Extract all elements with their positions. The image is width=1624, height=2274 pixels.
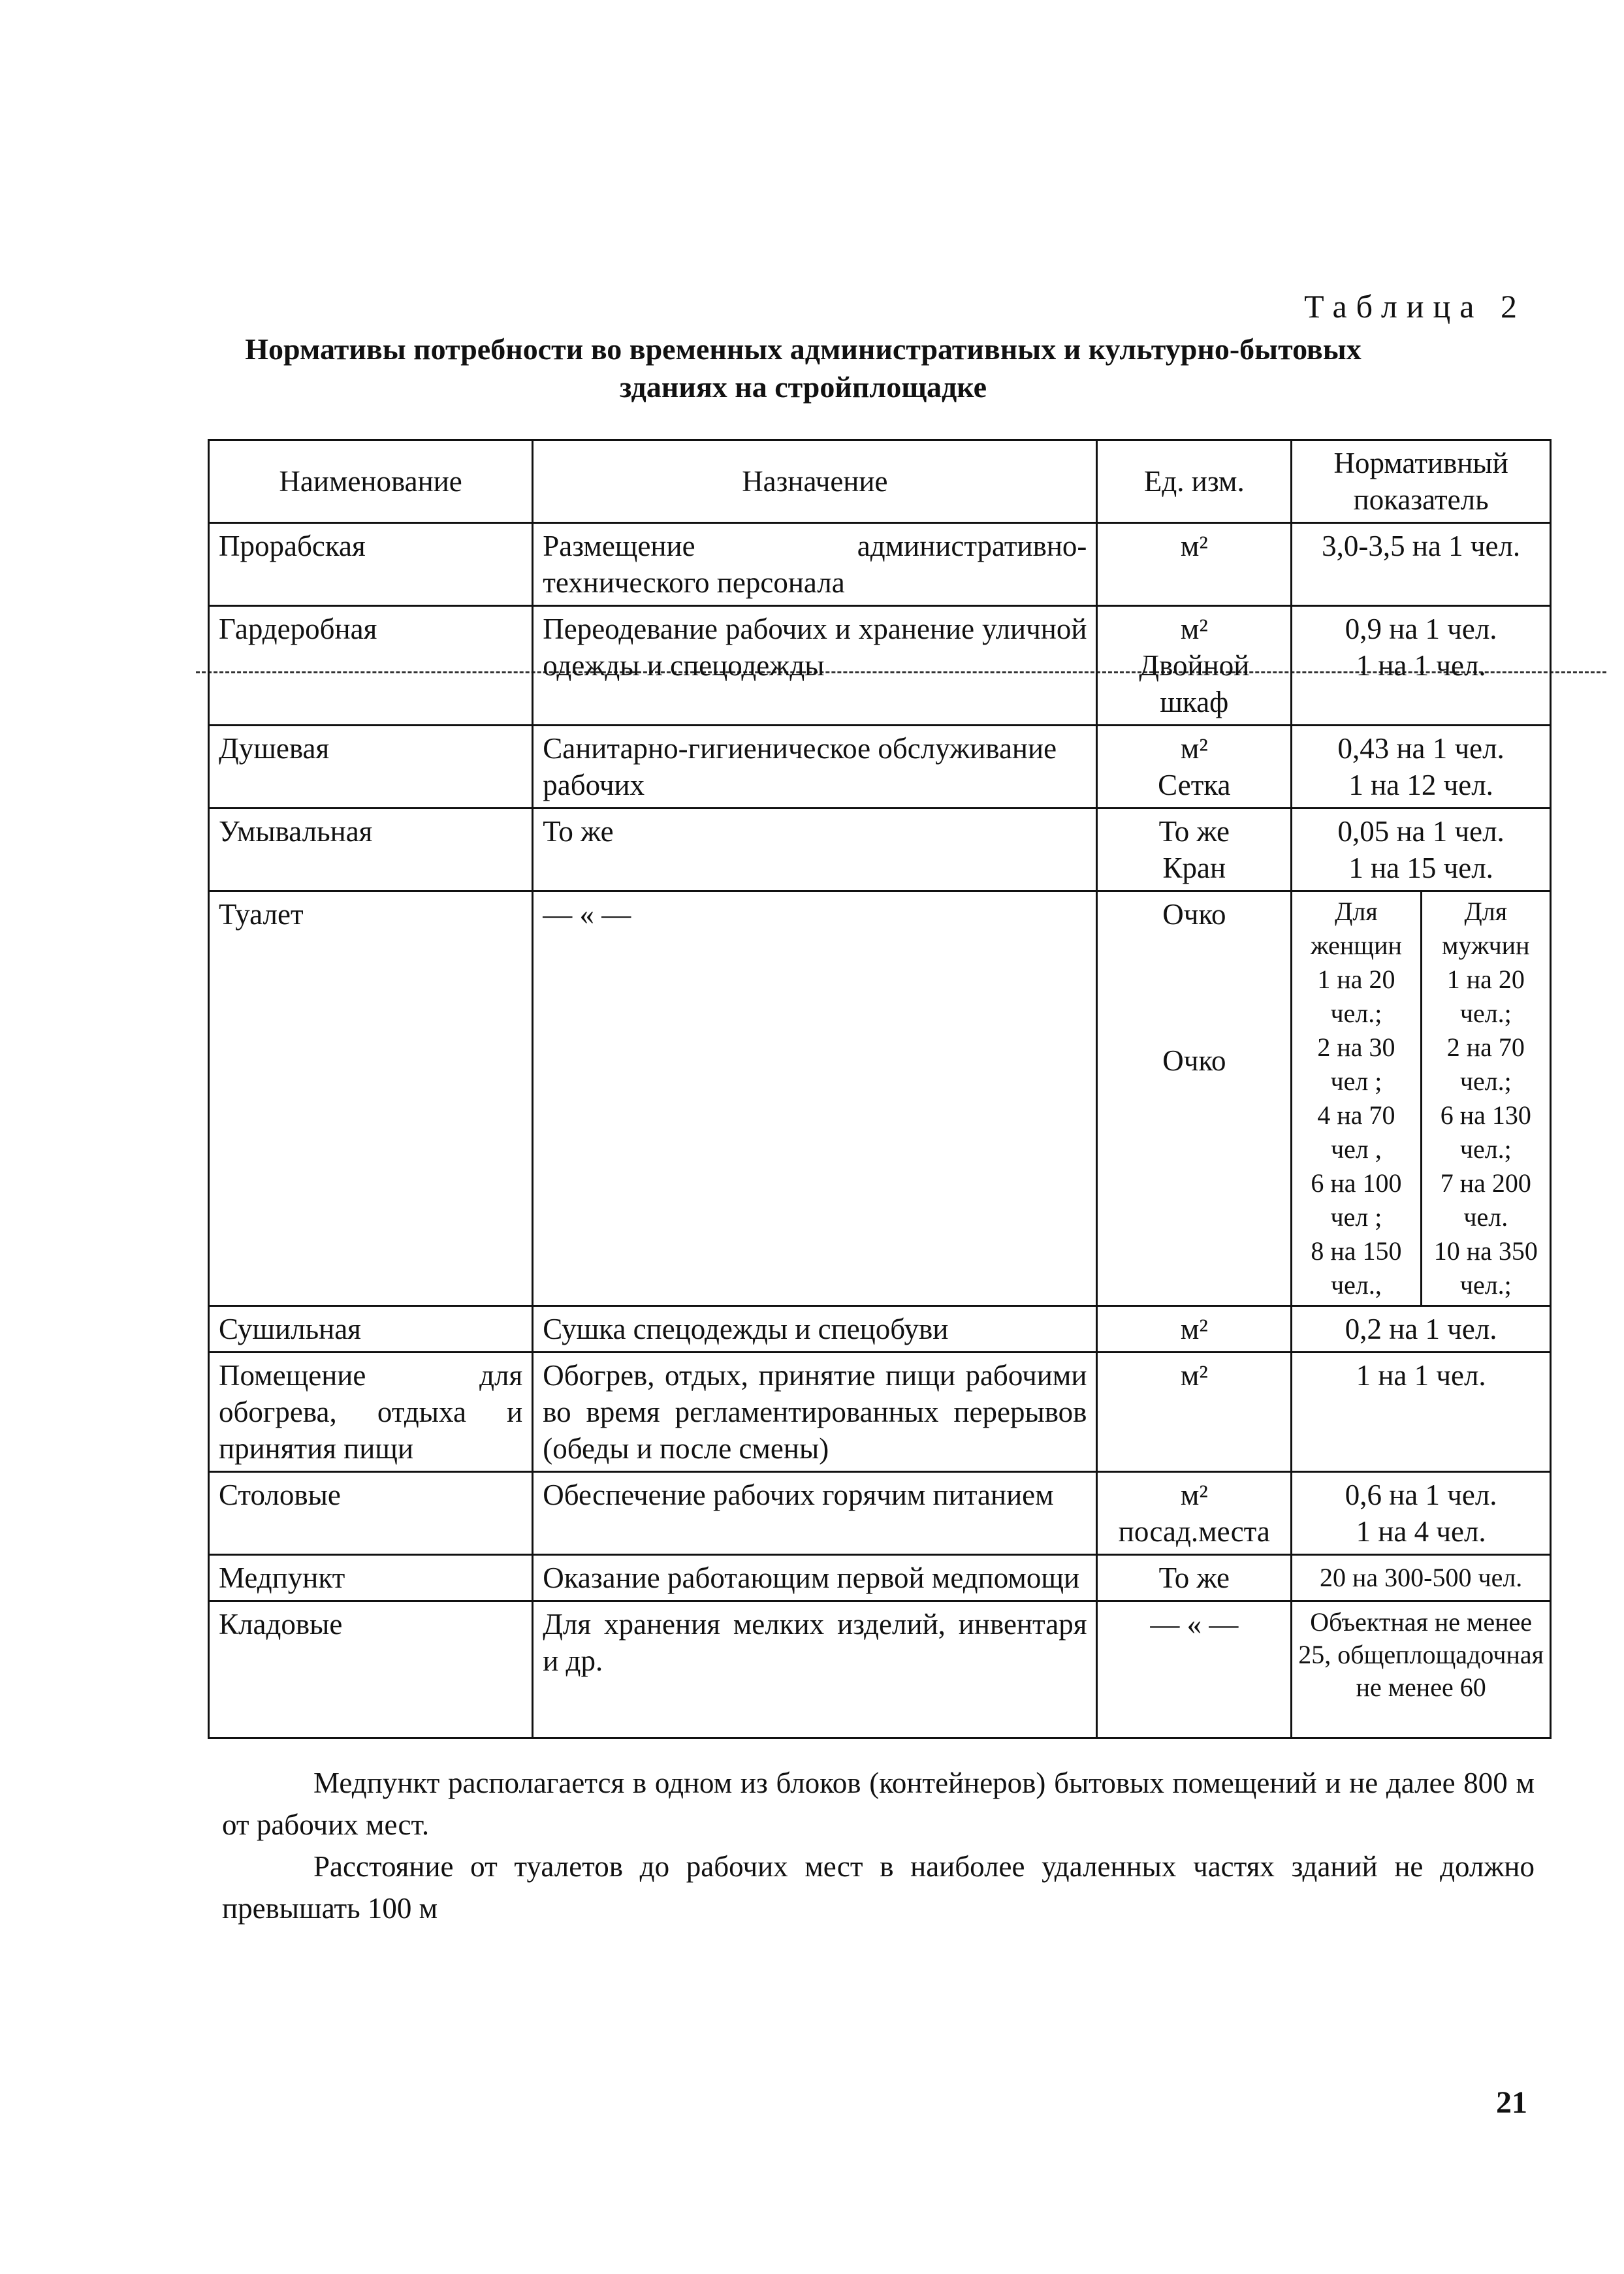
row-purpose: Оказание работающим первой медпомощи	[533, 1555, 1097, 1601]
row-units	[1097, 606, 1292, 726]
unit-value: м²	[1180, 1479, 1208, 1511]
row-purpose: То же	[533, 809, 1097, 891]
paragraph-medpunkt: Медпункт располагается в одном из блоков (контейнеров) бытовых помещений и не далее 800 м от рабочих мест.	[222, 1767, 1535, 1841]
row-norms	[1292, 1472, 1551, 1555]
table-row	[209, 1353, 1551, 1472]
unit-value: м²	[1180, 1359, 1208, 1392]
row-units	[1097, 809, 1292, 891]
row-purpose: Сушка спецодежды и спецобуви	[533, 1306, 1097, 1353]
row-norms	[1292, 1555, 1551, 1601]
norm-value: 1 на 20 чел.;	[1317, 965, 1395, 1028]
unit-value: посад.места	[1118, 1515, 1270, 1548]
norm-value: 1 на 1 чел.	[1356, 649, 1486, 682]
table-row	[209, 1472, 1551, 1555]
norm-value: 0,2 на 1 чел.	[1345, 1313, 1497, 1345]
table-row	[209, 606, 1551, 726]
unit-value: м²	[1180, 613, 1208, 645]
row-name: Столовые	[209, 1472, 533, 1555]
row-name: Сушильная	[209, 1306, 533, 1353]
row-purpose: — « —	[533, 891, 1097, 1306]
unit-value: Сетка	[1158, 769, 1231, 801]
row-units	[1097, 1353, 1292, 1472]
table-label: Таблица 2	[1304, 288, 1526, 325]
row-units	[1097, 1555, 1292, 1601]
row-name: Гардеробная	[209, 606, 533, 726]
unit-value: Очко	[1162, 898, 1226, 931]
table-row	[209, 523, 1551, 606]
norm-value: 0,9 на 1 чел.	[1345, 613, 1497, 645]
row-purpose: Переодевание рабочих и хранение уличной одежды и спецодежды	[533, 606, 1097, 726]
norm-value: Для мужчин	[1442, 897, 1530, 960]
row-name: Умывальная	[209, 809, 533, 891]
norm-value: 6 на 130 чел.;	[1440, 1100, 1531, 1164]
row-units	[1097, 891, 1292, 1306]
unit-value: То же	[1158, 1561, 1230, 1594]
paragraph-toilets: Расстояние от туалетов до рабочих мест в наиболее удаленных частях зданий не должно превышать 100 м	[222, 1850, 1535, 1925]
norm-value: 0,05 на 1 чел.	[1337, 815, 1505, 848]
table-row	[209, 891, 1551, 1306]
row-norms	[1292, 1306, 1551, 1353]
header-purpose: Назначение	[533, 440, 1097, 523]
table-row	[209, 1555, 1551, 1601]
toilet-norms-split	[1292, 892, 1550, 1305]
table-title: Нормативы потребности во временных административных и культурно-бытовых зданиях на стройплощадке	[245, 332, 1361, 404]
unit-value: Очко	[1162, 1044, 1226, 1077]
table-row	[209, 809, 1551, 891]
norm-value: 1 на 4 чел.	[1356, 1515, 1486, 1548]
norm-value: 2 на 70 чел.;	[1446, 1033, 1525, 1096]
unit-value: — « —	[1150, 1608, 1239, 1641]
table-row	[209, 726, 1551, 809]
table-header-row	[209, 440, 1551, 523]
norm-value: 3,0-3,5 на 1 чел.	[1322, 530, 1521, 562]
unit-value: Двойной шкаф	[1139, 649, 1250, 718]
row-name: Помещение для обогрева, отдыха и принятия пищи	[209, 1353, 533, 1472]
row-norms	[1292, 606, 1551, 726]
row-name: Кладовые	[209, 1601, 533, 1738]
row-name: Прорабская	[209, 523, 533, 606]
norm-value: 1 на 12 чел.	[1348, 769, 1493, 801]
row-units	[1097, 726, 1292, 809]
norm-value: 1 на 15 чел.	[1348, 852, 1493, 884]
table-row	[209, 1306, 1551, 1353]
row-purpose: Обогрев, отдых, принятие пищи рабочими во время регламентированных перерывов (обеды и после смены)	[533, 1353, 1097, 1472]
row-norms	[1292, 523, 1551, 606]
norm-value: 6 на 100 чел ;	[1311, 1168, 1402, 1232]
norm-value: 8 на 150 чел.,	[1311, 1236, 1402, 1300]
header-norm: Нормативный показатель	[1292, 440, 1551, 523]
row-purpose: Обеспечение рабочих горячим питанием	[533, 1472, 1097, 1555]
row-units	[1097, 523, 1292, 606]
women-column	[1292, 892, 1420, 1305]
row-purpose: Для хранения мелких изделий, инвентаря и др.	[533, 1601, 1097, 1738]
unit-value: м²	[1180, 732, 1208, 765]
header-unit: Ед. изм.	[1097, 440, 1292, 523]
norm-value: 20 на 300-500 чел.	[1319, 1563, 1523, 1592]
row-units	[1097, 1306, 1292, 1353]
norm-value: 2 на 30 чел ;	[1317, 1033, 1395, 1096]
unit-value: м²	[1180, 1313, 1208, 1345]
norm-value: Объектная не менее 25, общеплощадочная не менее 60	[1298, 1607, 1544, 1702]
unit-value: м²	[1180, 530, 1208, 562]
row-norms	[1292, 1601, 1551, 1738]
row-name: Медпункт	[209, 1555, 533, 1601]
row-units	[1097, 1472, 1292, 1555]
page-number: 21	[1496, 2085, 1527, 2120]
row-norms	[1292, 1353, 1551, 1472]
norm-value: 0,43 на 1 чел.	[1337, 732, 1505, 765]
norm-value: 4 на 70 чел ,	[1317, 1100, 1395, 1164]
norm-value: 0,6 на 1 чел.	[1345, 1479, 1497, 1511]
men-column	[1420, 892, 1550, 1305]
norm-value: 7 на 200 чел.	[1440, 1168, 1531, 1232]
unit-value: То же	[1158, 815, 1230, 848]
table-row	[209, 1601, 1551, 1738]
norm-value: Для женщин	[1311, 897, 1402, 960]
norms-table	[208, 439, 1552, 1739]
header-name: Наименование	[209, 440, 533, 523]
row-units	[1097, 1601, 1292, 1738]
unit-value: Кран	[1162, 852, 1226, 884]
row-norms	[1292, 726, 1551, 809]
row-name: Душевая	[209, 726, 533, 809]
norm-value: 10 на 350 чел.;	[1433, 1236, 1538, 1300]
row-norms	[1292, 891, 1551, 1306]
norm-value: 1 на 1 чел.	[1356, 1359, 1486, 1392]
row-purpose: Размещение административно-технического персонала	[533, 523, 1097, 606]
norm-value: 1 на 20 чел.;	[1446, 965, 1525, 1028]
row-norms	[1292, 809, 1551, 891]
row-purpose: Санитарно-гигиеническое обслуживание рабочих	[533, 726, 1097, 809]
row-name: Туалет	[209, 891, 533, 1306]
